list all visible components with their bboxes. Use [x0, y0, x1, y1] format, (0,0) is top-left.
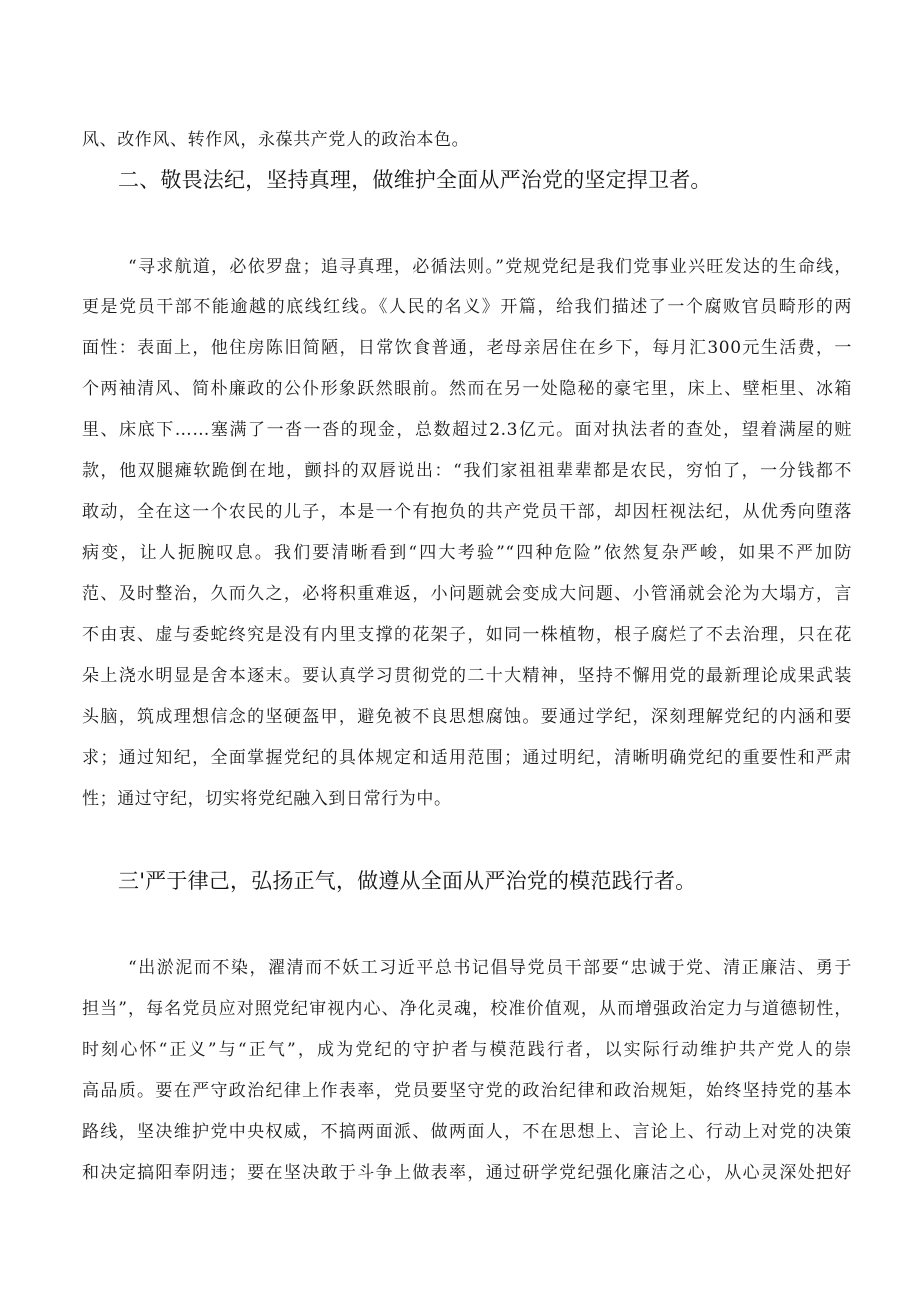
- text-line: 范、及时整治，久而久之，必将积重难返，小问题就会变成大问题、小管涌就会沦为大塌方，言: [82, 584, 852, 604]
- text-line: 朵上浇水明显是舍本逐末。要认真学习贯彻党的二十大精神，坚持不懈用党的最新理论成果武装: [82, 666, 852, 686]
- text-line: 个两袖清风、简朴廉政的公仆形象跃然眼前。然而在另一处隐秘的豪宅里，床上、壁柜里、冰箱: [82, 379, 852, 399]
- section-heading-2: 二、敬畏法纪，坚持真理，做维护全面从严治党的坚定捍卫者。: [118, 168, 712, 192]
- text-line: 头脑，筑成理想信念的坚硬盔甲，避免被不良思想腐蚀。要通过学纪，深刻理解党纪的内涵和要: [82, 707, 852, 727]
- text-line: 敢动，全在这一个农民的儿子，本是一个有抱负的共产党员干部，却因枉视法纪，从优秀向堕落: [82, 502, 852, 522]
- text-line: 路线，坚决维护党中央权威，不搞两面派、做两面人，不在思想上、言论上、行动上对党的决策: [82, 1122, 852, 1142]
- text-line: 面性：表面上，他住房陈旧简陋，日常饮食普通，老母亲居住在乡下，每月汇300元生活费，一: [82, 338, 852, 358]
- text-line: 担当”，每名党员应对照党纪审视内心、净化灵魂，校准价值观，从而增强政治定力与道德韧性，: [82, 999, 852, 1019]
- paragraph-fragment: 风、改作风、转作风，永葆共产党人的政治本色。: [82, 130, 470, 150]
- text-line: “出淤泥而不染，濯清而不妖工习近平总书记倡导党员干部要“忠诚于党、清正廉洁、勇于: [128, 958, 852, 978]
- text-line: 性；通过守纪，切实将党纪融入到日常行为中。: [82, 789, 452, 809]
- text-line: “寻求航道，必依罗盘；追寻真理，必循法则。”党规党纪是我们党事业兴旺发达的生命线，: [128, 257, 852, 277]
- text-line: 时刻心怀“正义”与“正气”，成为党纪的守护者与模范践行者，以实际行动维护共产党人的崇: [82, 1040, 852, 1060]
- section-heading-3: 三'严于律己，弘扬正气，做遵从全面从严治党的模范践行者。: [118, 869, 697, 893]
- text-line: 和决定搞阳奉阴违；要在坚决敢于斗争上做表率，通过研学党纪强化廉洁之心，从心灵深处把好: [82, 1163, 852, 1183]
- text-line: 款，他双腿瘫软跪倒在地，颤抖的双唇说出：“我们家祖祖辈辈都是农民，穷怕了，一分钱都不: [82, 461, 852, 481]
- text-line: 病变，让人扼腕叹息。我们要清晰看到“四大考验”“四种危险”依然复杂严峻，如果不严加防: [82, 543, 852, 563]
- text-line: 更是党员干部不能逾越的底线红线。《人民的名义》开篇，给我们描述了一个腐败官员畸形的两: [82, 297, 852, 317]
- text-line: 求；通过知纪，全面掌握党纪的具体规定和适用范围；通过明纪，清晰明确党纪的重要性和严肃: [82, 748, 852, 768]
- text-line: 里、床底下……塞满了一沓一沓的现金，总数超过2.3亿元。面对执法者的查处，望着满屋的赃: [82, 420, 852, 440]
- text-line: 不由衷、虚与委蛇终究是没有内里支撑的花架子，如同一株植物，根子腐烂了不去治理，只在花: [82, 625, 852, 645]
- text-line: 高品质。要在严守政治纪律上作表率，党员要坚守党的政治纪律和政治规矩，始终坚持党的基本: [82, 1081, 852, 1101]
